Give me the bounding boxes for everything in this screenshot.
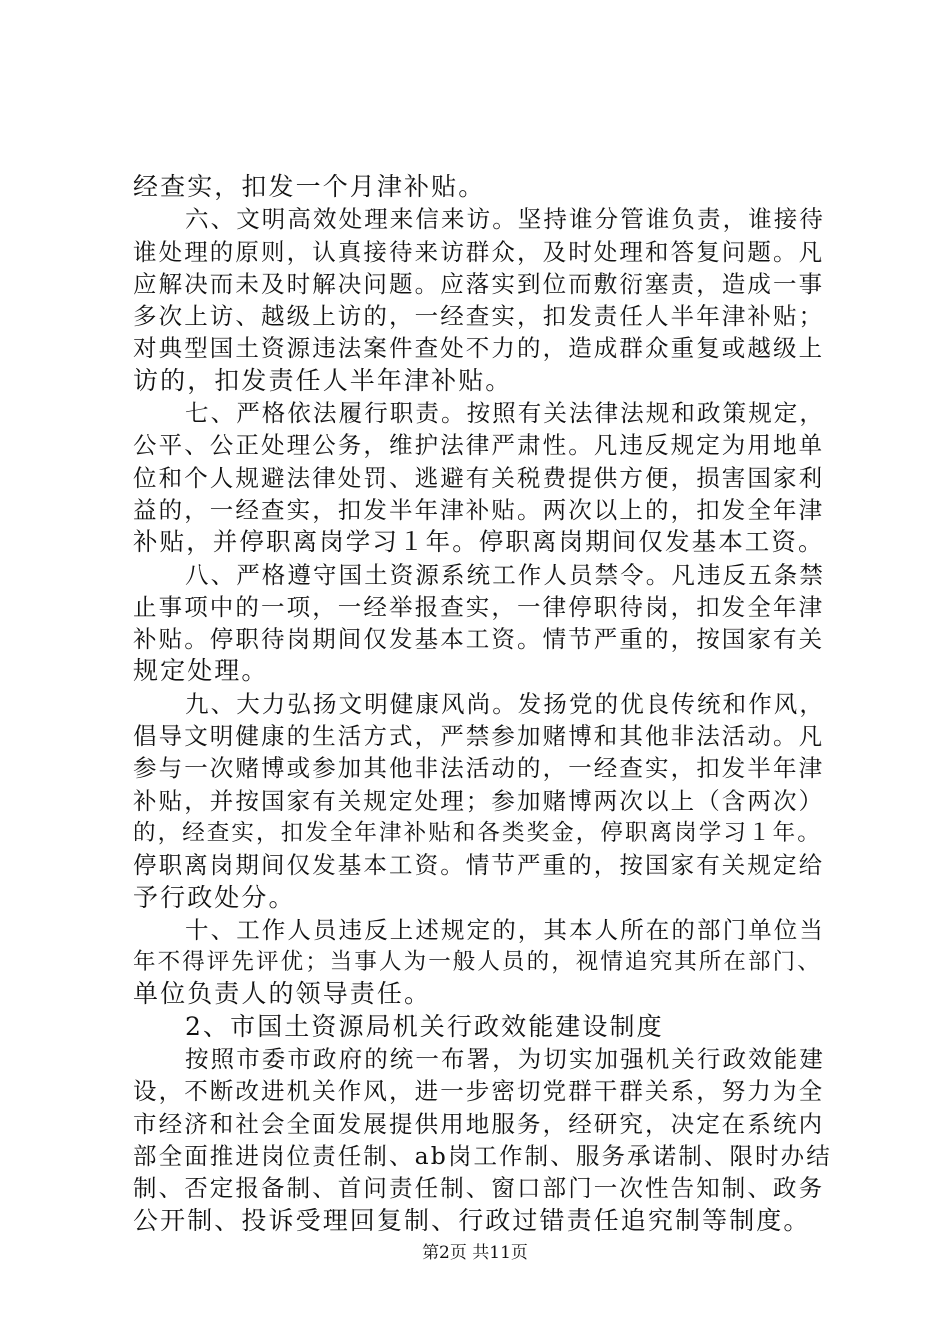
text-line: 经查实，扣发一个月津补贴。 [133, 172, 486, 201]
text-line: 规定处理。 [133, 656, 269, 686]
text-line: 参与一次赌博或参加其他非法活动的，一经查实，扣发半年津 [133, 754, 825, 783]
text-line: 公开制、投诉受理回复制、行政过错责任追究制等制度。 [133, 1205, 811, 1235]
text-line: 访的，扣发责任人半年津补贴。 [133, 365, 513, 395]
text-line: 2、市国土资源局机关行政效能建设制度 [185, 1011, 664, 1041]
text-line: 位和个人规避法律处罚、逃避有关税费提供方便，损害国家利 [133, 463, 825, 492]
text-line: 止事项中的一项，一经举报查实，一律停职待岗，扣发全年津 [133, 592, 825, 621]
text-line: 补贴，并按国家有关规定处理；参加赌博两次以上（含两次） [133, 786, 825, 815]
text-line: 公平、公正处理公务，维护法律严肃性。凡违反规定为用地单 [133, 431, 825, 460]
text-line: 补贴。停职待岗期间仅发基本工资。情节严重的，按国家有关 [133, 625, 825, 654]
text-line: 多次上访、越级上访的，一经查实，扣发责任人半年津补贴； [133, 302, 825, 331]
text-line: 单位负责人的领导责任。 [133, 979, 432, 1009]
text-line: 益的，一经查实，扣发半年津补贴。两次以上的，扣发全年津 [133, 495, 825, 524]
text-line: 对典型国土资源违法案件查处不力的，造成群众重复或越级上 [133, 334, 825, 363]
text-line: 的，经查实，扣发全年津补贴和各类奖金，停职离岗学习１年。 [133, 819, 822, 846]
text-line: 六、文明高效处理来信来访。坚持谁分管谁负责，谁接待 [185, 205, 825, 234]
text-line: 年不得评先评优；当事人为一般人员的，视情追究其所在部门、 [133, 949, 822, 976]
text-line: 予行政处分。 [133, 882, 296, 912]
text-line: 市经济和社会全面发展提供用地服务，经研究，决定在系统内 [133, 1109, 825, 1138]
text-line: 七、严格依法履行职责。按照有关法律法规和政策规定， [185, 399, 825, 428]
text-line: 停职离岗期间仅发基本工资。情节严重的，按国家有关规定给 [133, 851, 825, 880]
text-line: 补贴，并停职离岗学习１年。停职离岗期间仅发基本工资。 [133, 527, 825, 557]
page-number-footer: 第2页 共11页 [422, 1243, 528, 1263]
text-line: 十、工作人员违反上述规定的，其本人所在的部门单位当 [185, 915, 825, 944]
text-line: 倡导文明健康的生活方式，严禁参加赌博和其他非法活动。凡 [133, 722, 825, 751]
text-line: 应解决而未及时解决问题。应落实到位而敷衍塞责，造成一事 [133, 269, 825, 298]
text-line: 谁处理的原则，认真接待来访群众，及时处理和答复问题。凡 [133, 237, 825, 266]
text-line: 部全面推进岗位责任制、ab岗工作制、服务承诺制、限时办结 [133, 1141, 832, 1170]
document-body [133, 171, 833, 1237]
text-line: 制、否定报备制、首问责任制、窗口部门一次性告知制、政务 [133, 1174, 825, 1203]
text-line: 九、大力弘扬文明健康风尚。发扬党的优良传统和作风， [185, 689, 825, 718]
text-line: 设，不断改进机关作风，进一步密切党群干群关系，努力为全 [133, 1077, 825, 1106]
text-line: 按照市委市政府的统一布署，为切实加强机关行政效能建 [185, 1045, 825, 1074]
text-line: 八、严格遵守国土资源系统工作人员禁令。凡违反五条禁 [185, 560, 825, 589]
